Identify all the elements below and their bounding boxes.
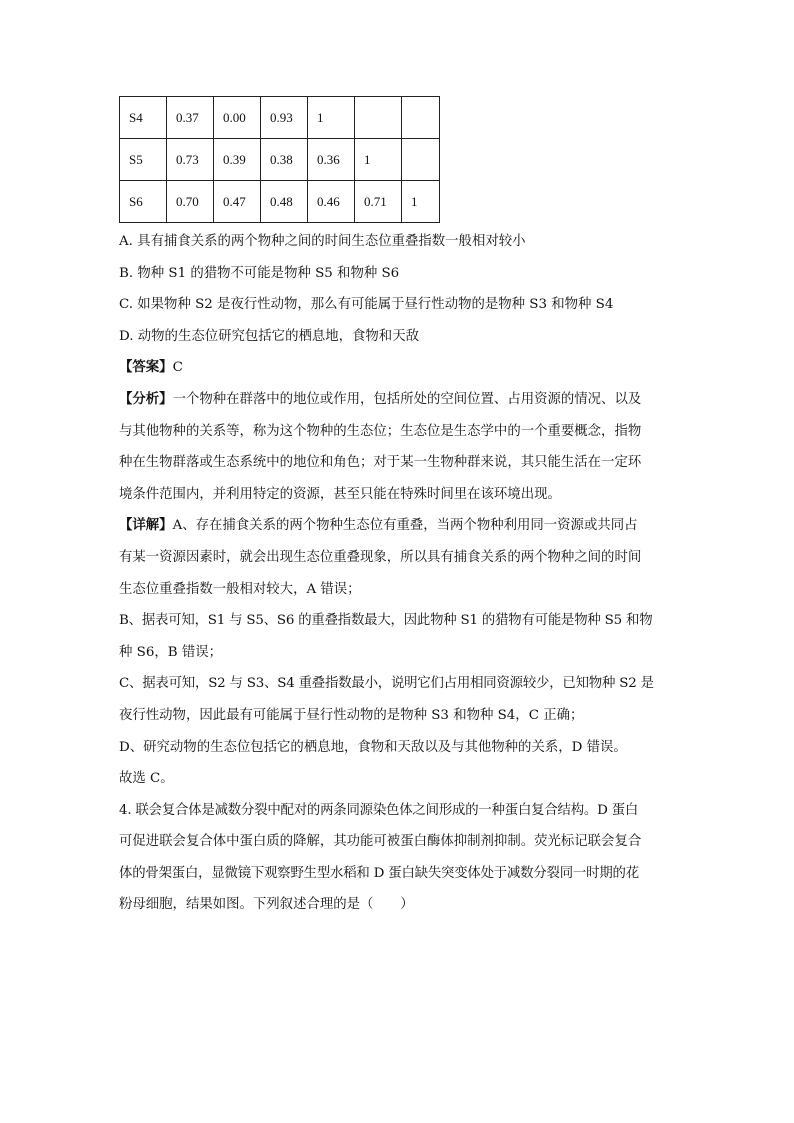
- table-cell: 0.38: [261, 139, 308, 181]
- table-cell: 1: [402, 181, 440, 223]
- table-cell: 0.93: [261, 97, 308, 139]
- answer-value: C: [172, 360, 183, 376]
- table-cell: 0.37: [167, 97, 214, 139]
- table-cell: S5: [120, 139, 167, 181]
- detail-line: [119, 510, 679, 542]
- analysis-text: 一个物种在群落中的地位或作用，包括所处的空间位置、占用资源的情况、以及: [172, 391, 642, 407]
- analysis-line: 境条件范围内，并利用特定的资源，甚至只能在特殊时间里在该环境出现。: [119, 486, 561, 502]
- table-cell: 0.36: [308, 139, 355, 181]
- table-cell: 1: [355, 139, 402, 181]
- analysis-line: [119, 384, 679, 416]
- table-cell: 0.47: [214, 181, 261, 223]
- detail-text: A、存在捕食关系的两个物种生态位有重叠，当两个物种利用同一资源或共同占: [172, 518, 638, 534]
- detail-line: C、据表可知，S2 与 S3、S4 重叠指数最小，说明它们占用相同资源较少，已知物种 S2 是: [119, 676, 654, 692]
- detail-line: B、据表可知，S1 与 S5、S6 的重叠指数最大，因此物种 S1 的猎物有可能是物种 S5 和物: [119, 613, 653, 629]
- table-cell: 0.00: [214, 97, 261, 139]
- table-row: [120, 139, 440, 181]
- table-cell: 0.71: [355, 181, 402, 223]
- table-cell: 0.46: [308, 181, 355, 223]
- question4-line: 4. 联会复合体是减数分裂中配对的两条同源染色体之间形成的一种蛋白复合结构。D 蛋白: [119, 802, 639, 818]
- detail-line: 生态位重叠指数一般相对较大，A 错误；: [119, 581, 361, 597]
- table-cell: S4: [120, 97, 167, 139]
- detail-line: D、研究动物的生态位包括它的栖息地，食物和天敌以及与其他物种的关系，D 错误。: [119, 739, 627, 755]
- answer-line: [119, 352, 679, 384]
- option-b: B. 物种 S1 的猎物不可能是物种 S5 和物种 S6: [119, 265, 400, 281]
- analysis-label: 【分析】: [119, 390, 173, 407]
- table-cell: 0.39: [214, 139, 261, 181]
- table-row: [120, 181, 440, 223]
- table-cell: 0.70: [167, 181, 214, 223]
- table-cell: 0.48: [261, 181, 308, 223]
- option-c: C. 如果物种 S2 是夜行性动物，那么有可能属于昼行性动物的是物种 S3 和物种 S4: [119, 297, 614, 313]
- question4-line: 粉母细胞，结果如图。下列叙述合理的是（ ）: [119, 897, 414, 913]
- question4-line: 可促进联会复合体中蛋白质的降解，其功能可被蛋白酶体抑制剂抑制。荧光标记联会复合: [119, 834, 642, 850]
- answer-label: 【答案】: [119, 359, 173, 376]
- detail-line: 有某一资源因素时，就会出现生态位重叠现象，所以具有捕食关系的两个物种之间的时间: [119, 549, 642, 565]
- table-cell: S6: [120, 181, 167, 223]
- question4-line: 体的骨架蛋白，显微镜下观察野生型水稻和 D 蛋白缺失突变体处于减数分裂同一时期的花: [119, 865, 639, 881]
- table-cell: [402, 97, 440, 139]
- table-row: [120, 97, 440, 139]
- option-d: D. 动物的生态位研究包括它的栖息地，食物和天敌: [119, 328, 419, 344]
- detail-label: 【详解】: [119, 517, 173, 534]
- analysis-line: 与其他物种的关系等，称为这个物种的生态位；生态位是生态学中的一个重要概念，指物: [119, 423, 642, 439]
- option-a: A. 具有捕食关系的两个物种之间的时间生态位重叠指数一般相对较小: [119, 234, 526, 249]
- overlap-index-table: [119, 96, 440, 223]
- detail-line: 故选 C。: [119, 771, 174, 787]
- analysis-line: 种在生物群落或生态系统中的地位和角色；对于某一生物种群来说，其只能生活在一定环: [119, 455, 642, 471]
- detail-line: 夜行性动物，因此最有可能属于昼行性动物的是物种 S3 和物种 S4，C 正确；: [119, 707, 584, 723]
- detail-line: 种 S6，B 错误；: [119, 644, 222, 660]
- table-cell: 1: [308, 97, 355, 139]
- question-content: [119, 226, 679, 921]
- table-cell: [355, 97, 402, 139]
- table-cell: 0.73: [167, 139, 214, 181]
- table-cell: [402, 139, 440, 181]
